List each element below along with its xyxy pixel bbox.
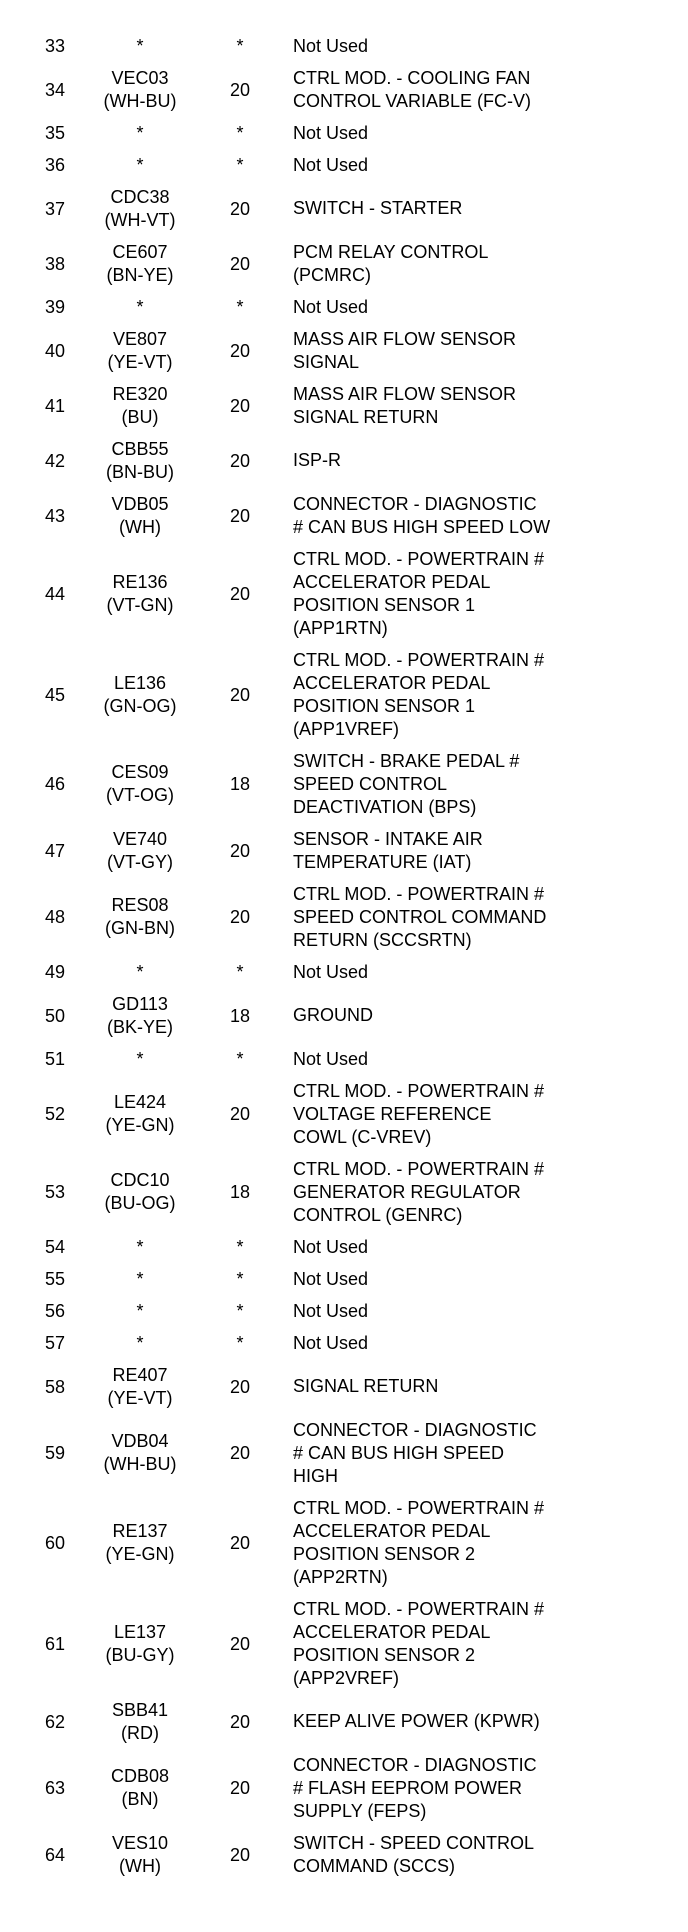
wire-gauge: * — [236, 123, 244, 143]
function-line: SWITCH - SPEED CONTROL — [293, 1832, 535, 1853]
circuit-function — [293, 1268, 683, 1291]
circuit-id: VE807 — [112, 328, 168, 349]
circuit-function — [293, 1080, 683, 1149]
wire-gauge: 18 — [229, 1182, 251, 1202]
function-line: SIGNAL RETURN — [293, 1376, 439, 1396]
circuit-cell — [80, 828, 200, 874]
circuit-cell — [80, 1169, 200, 1215]
function-line: ISP-R — [293, 450, 342, 470]
wire-color: (YE-GN) — [105, 1543, 175, 1564]
wire-gauge: 20 — [229, 1778, 251, 1798]
circuit-function — [293, 122, 683, 145]
circuit-id: RE137 — [112, 1520, 168, 1541]
wire-gauge: * — [236, 962, 244, 982]
wire-color: (BU) — [121, 406, 159, 427]
function-line: VOLTAGE REFERENCE — [293, 1103, 492, 1124]
circuit-id: RE407 — [112, 1364, 168, 1385]
wire-color: (WH-BU) — [103, 90, 177, 111]
table-row — [0, 1694, 688, 1749]
wire-color: (YE-VT) — [107, 1387, 173, 1408]
function-line: Not Used — [293, 1332, 369, 1353]
wire-color: (BN) — [121, 1789, 159, 1809]
circuit-function — [293, 1598, 683, 1690]
circuit-id: * — [136, 1332, 144, 1353]
table-row — [0, 117, 688, 149]
pin-number: 50 — [44, 1005, 66, 1026]
wire-color: (WH) — [119, 1855, 161, 1876]
circuit-cell — [80, 761, 200, 807]
circuit-id: VES10 — [111, 1832, 169, 1853]
pin-number: 49 — [44, 962, 66, 982]
pin-number: 35 — [44, 123, 66, 143]
circuit-function — [293, 67, 683, 113]
circuit-cell — [80, 186, 200, 232]
table-row — [0, 488, 688, 543]
circuit-cell — [80, 438, 200, 484]
circuit-cell — [80, 328, 200, 374]
circuit-function — [293, 154, 683, 177]
function-line: POSITION SENSOR 1 — [293, 594, 476, 615]
pin-number: 33 — [44, 36, 66, 56]
pin-number: 55 — [44, 1269, 66, 1289]
table-row — [0, 988, 688, 1043]
circuit-id: CDC38 — [110, 186, 170, 207]
circuit-function — [293, 1375, 683, 1398]
function-line: MASS AIR FLOW SENSOR — [293, 328, 517, 349]
function-line: SENSOR - INTAKE AIR — [293, 828, 483, 849]
function-line: POSITION SENSOR 2 — [293, 1644, 476, 1665]
circuit-cell — [80, 1332, 200, 1355]
circuit-function — [293, 828, 683, 874]
circuit-cell — [80, 1300, 200, 1323]
function-line: Not Used — [293, 1268, 369, 1289]
function-line: SIGNAL — [293, 351, 360, 372]
circuit-function — [293, 328, 683, 374]
circuit-cell — [80, 1832, 200, 1878]
function-line: CTRL MOD. - COOLING FAN — [293, 67, 531, 88]
wire-gauge: 20 — [229, 395, 251, 416]
wire-gauge: * — [236, 1237, 244, 1257]
function-line: Not Used — [293, 296, 369, 317]
table-row — [0, 644, 688, 745]
table-row — [0, 323, 688, 378]
wire-gauge: 20 — [229, 1443, 251, 1463]
table-row — [0, 181, 688, 236]
function-line: SIGNAL RETURN — [293, 406, 439, 427]
circuit-function — [293, 961, 683, 984]
pin-number: 41 — [44, 395, 66, 416]
circuit-function — [293, 1710, 683, 1733]
function-line: CTRL MOD. - POWERTRAIN # — [293, 883, 545, 904]
wire-color: (VT-GY) — [107, 851, 173, 872]
table-row — [0, 745, 688, 823]
wire-gauge: 18 — [229, 1005, 251, 1026]
circuit-id: RE136 — [112, 571, 168, 592]
function-line: CTRL MOD. - POWERTRAIN # — [293, 548, 545, 569]
function-line: CONNECTOR - DIAGNOSTIC — [293, 493, 537, 514]
wire-gauge: 20 — [229, 79, 251, 100]
function-line: Not Used — [293, 1300, 369, 1321]
wire-gauge: 20 — [229, 1532, 251, 1553]
wire-color: (WH-BU) — [103, 1454, 177, 1474]
circuit-id: * — [136, 1300, 144, 1321]
function-line: SWITCH - BRAKE PEDAL # — [293, 750, 520, 771]
wire-gauge: 20 — [229, 1376, 251, 1397]
circuit-id: RE320 — [112, 383, 168, 404]
wire-color: (RD) — [121, 1722, 159, 1743]
pin-number: 52 — [44, 1104, 66, 1124]
circuit-id: GD113 — [112, 993, 168, 1014]
circuit-cell — [80, 961, 200, 984]
pin-number: 62 — [44, 1711, 66, 1732]
circuit-function — [293, 1004, 683, 1027]
function-line: (APP1RTN) — [293, 617, 388, 638]
pin-number: 63 — [44, 1778, 66, 1798]
pin-number: 48 — [44, 907, 66, 927]
table-row — [0, 1043, 688, 1075]
pin-number: 39 — [44, 297, 66, 317]
function-line: DEACTIVATION (BPS) — [293, 796, 477, 817]
pin-number: 59 — [44, 1443, 66, 1463]
function-line: POSITION SENSOR 1 — [293, 695, 476, 716]
circuit-function — [293, 750, 683, 819]
pin-number: 34 — [44, 79, 66, 100]
circuit-cell — [80, 35, 200, 58]
circuit-cell — [80, 672, 200, 718]
wire-gauge: * — [236, 36, 244, 56]
function-line: (APP2RTN) — [293, 1566, 388, 1587]
circuit-cell — [80, 1621, 200, 1667]
pin-number: 37 — [44, 198, 66, 219]
pin-number: 38 — [44, 253, 66, 274]
pin-number: 64 — [44, 1844, 66, 1865]
table-row — [0, 1749, 688, 1827]
function-line: CTRL MOD. - POWERTRAIN # — [293, 1598, 545, 1619]
circuit-cell — [80, 1699, 200, 1745]
circuit-id: * — [136, 1048, 144, 1069]
circuit-id: VE740 — [112, 828, 168, 849]
wire-gauge: 20 — [229, 505, 251, 526]
circuit-function — [293, 548, 683, 640]
circuit-function — [293, 1332, 683, 1355]
function-line: (PCMRC) — [293, 264, 371, 285]
pin-number: 46 — [44, 774, 66, 794]
table-row — [0, 1295, 688, 1327]
circuit-function — [293, 383, 683, 429]
table-row — [0, 1359, 688, 1414]
function-line: CONTROL (GENRC) — [293, 1204, 463, 1225]
wire-color: (WH) — [119, 516, 161, 537]
wire-gauge: * — [236, 1049, 244, 1069]
circuit-id: CDC10 — [110, 1170, 170, 1190]
function-line: SWITCH - STARTER — [293, 198, 463, 218]
circuit-cell — [80, 383, 200, 429]
function-line: GROUND — [293, 1005, 373, 1025]
pin-number: 47 — [44, 840, 66, 861]
table-row — [0, 1327, 688, 1359]
circuit-id: SBB41 — [111, 1699, 169, 1720]
pin-number: 61 — [44, 1633, 66, 1654]
circuit-function — [293, 296, 683, 319]
function-line: SUPPLY (FEPS) — [293, 1800, 427, 1821]
function-line: # FLASH EEPROM POWER — [293, 1777, 523, 1798]
function-line: CONTROL VARIABLE (FC-V) — [293, 90, 532, 111]
function-line: KEEP ALIVE POWER (KPWR) — [293, 1711, 540, 1731]
circuit-function — [293, 1754, 683, 1823]
circuit-cell — [80, 1430, 200, 1476]
circuit-id: VDB05 — [111, 493, 169, 514]
circuit-function — [293, 1158, 683, 1227]
circuit-id: * — [136, 122, 144, 143]
circuit-id: VEC03 — [111, 67, 169, 88]
function-line: Not Used — [293, 961, 369, 982]
circuit-cell — [80, 296, 200, 319]
circuit-cell — [80, 1765, 200, 1811]
function-line: ACCELERATOR PEDAL — [293, 1621, 491, 1642]
table-row — [0, 1263, 688, 1295]
circuit-function — [293, 649, 683, 741]
table-row — [0, 1075, 688, 1153]
function-line: # CAN BUS HIGH SPEED LOW — [293, 516, 551, 537]
wire-gauge: 20 — [229, 198, 251, 219]
circuit-cell — [80, 493, 200, 539]
table-row — [0, 62, 688, 117]
table-row — [0, 956, 688, 988]
wire-color: (VT-GN) — [106, 594, 174, 615]
function-line: Not Used — [293, 1236, 369, 1257]
circuit-cell — [80, 1236, 200, 1259]
function-line: MASS AIR FLOW SENSOR — [293, 383, 517, 404]
wire-color: (GN-BN) — [105, 918, 175, 938]
circuit-id: * — [136, 961, 144, 982]
circuit-function — [293, 1419, 683, 1488]
circuit-cell — [80, 894, 200, 940]
table-row — [0, 1153, 688, 1231]
wire-color: (WH-VT) — [104, 209, 176, 230]
circuit-id: CDB08 — [110, 1766, 170, 1786]
function-line: CTRL MOD. - POWERTRAIN # — [293, 649, 545, 670]
function-line: PCM RELAY CONTROL — [293, 241, 489, 262]
pin-number: 51 — [44, 1049, 66, 1069]
circuit-id: LE136 — [113, 672, 167, 693]
circuit-id: VDB04 — [111, 1431, 169, 1451]
function-line: Not Used — [293, 154, 369, 175]
pin-number: 43 — [44, 505, 66, 526]
table-row — [0, 1593, 688, 1694]
circuit-id: * — [136, 296, 144, 317]
pin-number: 54 — [44, 1237, 66, 1257]
circuit-id: * — [136, 35, 144, 56]
circuit-function — [293, 1236, 683, 1259]
table-row — [0, 378, 688, 433]
circuit-cell — [80, 1048, 200, 1071]
circuit-id: * — [136, 1236, 144, 1257]
wire-color: (BK-YE) — [106, 1016, 173, 1037]
circuit-cell — [80, 241, 200, 287]
table-row — [0, 543, 688, 644]
wire-gauge: 18 — [229, 774, 251, 794]
function-line: TEMPERATURE (IAT) — [293, 851, 472, 872]
circuit-function — [293, 883, 683, 952]
function-line: HIGH — [293, 1465, 338, 1486]
wire-gauge: 20 — [229, 684, 251, 705]
circuit-cell — [80, 154, 200, 177]
circuit-function — [293, 241, 683, 287]
table-row — [0, 149, 688, 181]
wire-gauge: 20 — [229, 1844, 251, 1865]
function-line: ACCELERATOR PEDAL — [293, 571, 491, 592]
pin-number: 56 — [44, 1301, 66, 1321]
wire-color: (GN-OG) — [103, 695, 177, 716]
circuit-function — [293, 493, 683, 539]
wire-color: (YE-VT) — [107, 351, 173, 372]
function-line: SPEED CONTROL — [293, 773, 448, 794]
wire-color: (BN-BU) — [106, 461, 174, 482]
function-line: ACCELERATOR PEDAL — [293, 672, 491, 693]
pin-number: 60 — [44, 1532, 66, 1553]
table-row — [0, 1231, 688, 1263]
wire-gauge: * — [236, 1301, 244, 1321]
circuit-id: CES09 — [111, 762, 169, 782]
function-line: CONNECTOR - DIAGNOSTIC — [293, 1419, 537, 1440]
wire-gauge: 20 — [229, 840, 251, 861]
wire-gauge: 20 — [229, 450, 251, 471]
function-line: GENERATOR REGULATOR — [293, 1181, 521, 1202]
circuit-cell — [80, 1091, 200, 1137]
circuit-id: CBB55 — [111, 438, 169, 459]
circuit-function — [293, 449, 683, 472]
table-row — [0, 878, 688, 956]
wire-gauge: 20 — [229, 1633, 251, 1654]
table-row — [0, 823, 688, 878]
circuit-function — [293, 35, 683, 58]
wire-gauge: 20 — [229, 1104, 251, 1124]
function-line: (APP1VREF) — [293, 718, 400, 739]
table-row — [0, 1492, 688, 1593]
table-row — [0, 236, 688, 291]
function-line: RETURN (SCCSRTN) — [293, 929, 472, 950]
wire-gauge: * — [236, 155, 244, 175]
function-line: POSITION SENSOR 2 — [293, 1543, 476, 1564]
table-row — [0, 1827, 688, 1882]
wire-gauge: 20 — [229, 583, 251, 604]
function-line: CTRL MOD. - POWERTRAIN # — [293, 1158, 545, 1179]
pin-number: 40 — [44, 340, 66, 361]
function-line: Not Used — [293, 1048, 369, 1069]
wire-color: (YE-GN) — [105, 1115, 175, 1135]
function-line: (APP2VREF) — [293, 1667, 400, 1688]
circuit-id: CE607 — [112, 241, 168, 262]
function-line: # CAN BUS HIGH SPEED — [293, 1442, 505, 1463]
circuit-id: * — [136, 154, 144, 175]
pin-number: 57 — [44, 1333, 66, 1353]
function-line: COMMAND (SCCS) — [293, 1855, 455, 1876]
wire-gauge: 20 — [229, 1711, 251, 1732]
function-line: COWL (C-VREV) — [293, 1126, 432, 1147]
circuit-id: LE424 — [113, 1092, 167, 1112]
circuit-cell — [80, 1364, 200, 1410]
circuit-cell — [80, 67, 200, 113]
table-row — [0, 291, 688, 323]
function-line: CONNECTOR - DIAGNOSTIC — [293, 1754, 537, 1775]
circuit-id: LE137 — [113, 1621, 167, 1642]
pin-number: 53 — [44, 1182, 66, 1202]
circuit-id: RES08 — [111, 895, 169, 915]
table-row — [0, 1414, 688, 1492]
pin-number: 45 — [44, 684, 66, 705]
wire-color: (BU-GY) — [105, 1644, 175, 1665]
circuit-function — [293, 1300, 683, 1323]
function-line: Not Used — [293, 35, 369, 56]
function-line: SPEED CONTROL COMMAND — [293, 906, 547, 927]
wire-gauge: 20 — [229, 253, 251, 274]
circuit-id: * — [136, 1268, 144, 1289]
wire-gauge: 20 — [229, 907, 251, 927]
circuit-function — [293, 1497, 683, 1589]
function-line: Not Used — [293, 122, 369, 143]
circuit-function — [293, 1048, 683, 1071]
wire-gauge: 20 — [229, 340, 251, 361]
circuit-cell — [80, 1268, 200, 1291]
circuit-function — [293, 1832, 683, 1878]
wire-gauge: * — [236, 297, 244, 317]
pin-number: 42 — [44, 450, 66, 471]
circuit-cell — [80, 993, 200, 1039]
wire-gauge: * — [236, 1269, 244, 1289]
wire-gauge: * — [236, 1333, 244, 1353]
table-row — [0, 433, 688, 488]
wire-color: (BU-OG) — [104, 1193, 176, 1213]
pin-number: 44 — [44, 583, 66, 604]
wire-color: (BN-YE) — [106, 264, 174, 285]
pin-number: 36 — [44, 155, 66, 175]
circuit-cell — [80, 1520, 200, 1566]
table-row — [0, 30, 688, 62]
circuit-function — [293, 197, 683, 220]
wire-color: (VT-OG) — [106, 785, 174, 805]
function-line: ACCELERATOR PEDAL — [293, 1520, 491, 1541]
pin-number: 58 — [44, 1376, 66, 1397]
function-line: CTRL MOD. - POWERTRAIN # — [293, 1497, 545, 1518]
circuit-cell — [80, 571, 200, 617]
circuit-cell — [80, 122, 200, 145]
function-line: CTRL MOD. - POWERTRAIN # — [293, 1080, 545, 1101]
